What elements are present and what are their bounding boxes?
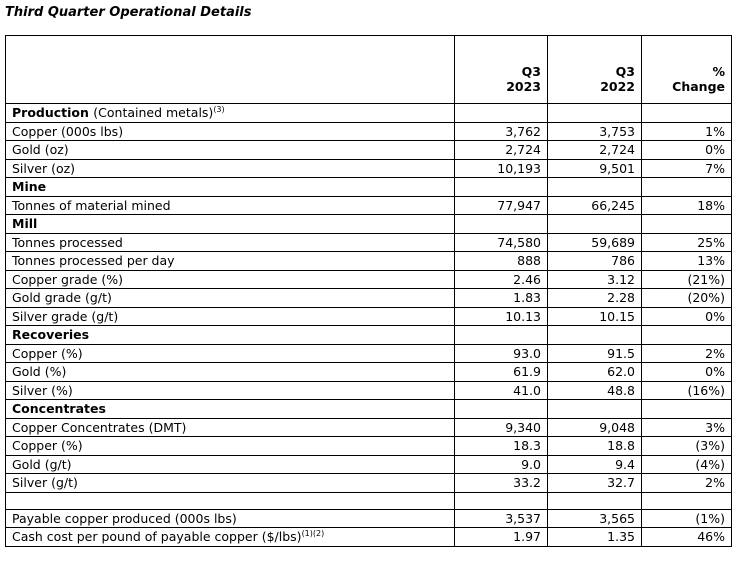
table-row: [6, 455, 732, 474]
value-change: 7%: [642, 159, 732, 178]
row-label: Tonnes processed: [6, 233, 455, 252]
table-row: [6, 474, 732, 493]
value-q3-2023: 33.2: [455, 474, 548, 493]
spacer-row: [6, 492, 732, 509]
row-label-cash-cost: [6, 528, 455, 547]
value-change: 2%: [642, 474, 732, 493]
table-row: [6, 344, 732, 363]
value-q3-2022: 59,689: [548, 233, 642, 252]
value-change: 1%: [642, 122, 732, 141]
value-change: (21%): [642, 270, 732, 289]
value-change: 2%: [642, 344, 732, 363]
table-row: [6, 122, 732, 141]
value-q3-2023: 93.0: [455, 344, 548, 363]
table-row-payable-copper: [6, 509, 732, 528]
value-q3-2022: 786: [548, 252, 642, 271]
row-label: Copper Concentrates (DMT): [6, 418, 455, 437]
value-change: 0%: [642, 307, 732, 326]
header-q3-2022: [548, 36, 642, 104]
value-q3-2023: 1.83: [455, 289, 548, 308]
production-title: Production: [12, 105, 89, 121]
value-q3-2023: 61.9: [455, 363, 548, 382]
section-row-mine: [6, 178, 732, 197]
value-q3-2022: 3,565: [548, 509, 642, 528]
table-row: [6, 307, 732, 326]
value-q3-2023: 888: [455, 252, 548, 271]
value-change: 25%: [642, 233, 732, 252]
value-q3-2022: 48.8: [548, 381, 642, 400]
value-change: 3%: [642, 418, 732, 437]
header-change-line2: Change: [672, 78, 725, 94]
value-change: (4%): [642, 455, 732, 474]
section-row-production: [6, 104, 732, 123]
row-label: Gold (%): [6, 363, 455, 382]
row-label: Silver (g/t): [6, 474, 455, 493]
row-label: Gold (g/t): [6, 455, 455, 474]
value-change: (3%): [642, 437, 732, 456]
row-label: Silver (oz): [6, 159, 455, 178]
value-q3-2023: 1.97: [455, 528, 548, 547]
section-label-concentrates: Concentrates: [6, 400, 455, 419]
header-q3-2022-line2: 2022: [600, 78, 635, 94]
table-row: [6, 270, 732, 289]
value-change: (16%): [642, 381, 732, 400]
row-label: Silver grade (g/t): [6, 307, 455, 326]
value-change: (20%): [642, 289, 732, 308]
section-label-recoveries: Recoveries: [6, 326, 455, 345]
value-q3-2022: 10.15: [548, 307, 642, 326]
value-change: 0%: [642, 141, 732, 160]
value-q3-2023: 10,193: [455, 159, 548, 178]
table-row: [6, 196, 732, 215]
table-row-cash-cost: [6, 528, 732, 547]
value-q3-2022: 18.8: [548, 437, 642, 456]
header-q3-2023-line1: Q3: [521, 63, 541, 79]
row-label: Tonnes of material mined: [6, 196, 455, 215]
production-subtitle: (Contained metals): [93, 105, 214, 121]
header-q3-2023: [455, 36, 548, 104]
value-q3-2023: 3,762: [455, 122, 548, 141]
value-q3-2023: 9,340: [455, 418, 548, 437]
header-blank-cell: [6, 36, 455, 104]
value-q3-2023: 10.13: [455, 307, 548, 326]
value-q3-2022: 9,501: [548, 159, 642, 178]
value-q3-2022: 2.28: [548, 289, 642, 308]
header-change-line1: %: [712, 63, 725, 79]
value-q3-2022: 2,724: [548, 141, 642, 160]
header-q3-2023-line2: 2023: [506, 78, 541, 94]
value-q3-2023: 2,724: [455, 141, 548, 160]
value-q3-2022: 62.0: [548, 363, 642, 382]
cash-cost-label: Cash cost per pound of payable copper ($/lbs): [12, 529, 302, 545]
table-row: [6, 289, 732, 308]
operational-details-table: [5, 35, 732, 547]
value-q3-2022: 1.35: [548, 528, 642, 547]
table-row: [6, 233, 732, 252]
value-q3-2023: 2.46: [455, 270, 548, 289]
table-row: [6, 437, 732, 456]
page-title: Third Quarter Operational Details: [5, 5, 252, 20]
header-q3-2022-line1: Q3: [615, 63, 635, 79]
value-q3-2022: 9.4: [548, 455, 642, 474]
cash-cost-footnote: (1)(2): [301, 529, 325, 539]
production-footnote: (3): [213, 105, 225, 115]
value-q3-2023: 9.0: [455, 455, 548, 474]
value-q3-2022: 91.5: [548, 344, 642, 363]
value-q3-2022: 3.12: [548, 270, 642, 289]
row-label: Copper (%): [6, 344, 455, 363]
section-row-recoveries: [6, 326, 732, 345]
table-row: [6, 141, 732, 160]
value-change: (1%): [642, 509, 732, 528]
value-change: 0%: [642, 363, 732, 382]
table-row: [6, 381, 732, 400]
row-label: Gold grade (g/t): [6, 289, 455, 308]
value-q3-2023: 41.0: [455, 381, 548, 400]
value-q3-2022: 32.7: [548, 474, 642, 493]
section-row-concentrates: [6, 400, 732, 419]
table-row: [6, 418, 732, 437]
section-row-mill: [6, 215, 732, 234]
value-q3-2022: 3,753: [548, 122, 642, 141]
row-label: Copper (000s lbs): [6, 122, 455, 141]
table-row: [6, 252, 732, 271]
section-label-mine: Mine: [6, 178, 455, 197]
row-label: Silver (%): [6, 381, 455, 400]
section-label-production: [6, 104, 455, 123]
value-q3-2023: 74,580: [455, 233, 548, 252]
header-change: [642, 36, 732, 104]
value-q3-2023: 18.3: [455, 437, 548, 456]
value-q3-2022: 9,048: [548, 418, 642, 437]
header-row: [6, 36, 732, 104]
row-label: Copper (%): [6, 437, 455, 456]
table-row: [6, 363, 732, 382]
row-label: Tonnes processed per day: [6, 252, 455, 271]
row-label: Payable copper produced (000s lbs): [6, 509, 455, 528]
value-change: 46%: [642, 528, 732, 547]
row-label: Gold (oz): [6, 141, 455, 160]
row-label: Copper grade (%): [6, 270, 455, 289]
value-q3-2023: 77,947: [455, 196, 548, 215]
value-q3-2023: 3,537: [455, 509, 548, 528]
section-label-mill: Mill: [6, 215, 455, 234]
value-change: 18%: [642, 196, 732, 215]
value-q3-2022: 66,245: [548, 196, 642, 215]
table-row: [6, 159, 732, 178]
value-change: 13%: [642, 252, 732, 271]
